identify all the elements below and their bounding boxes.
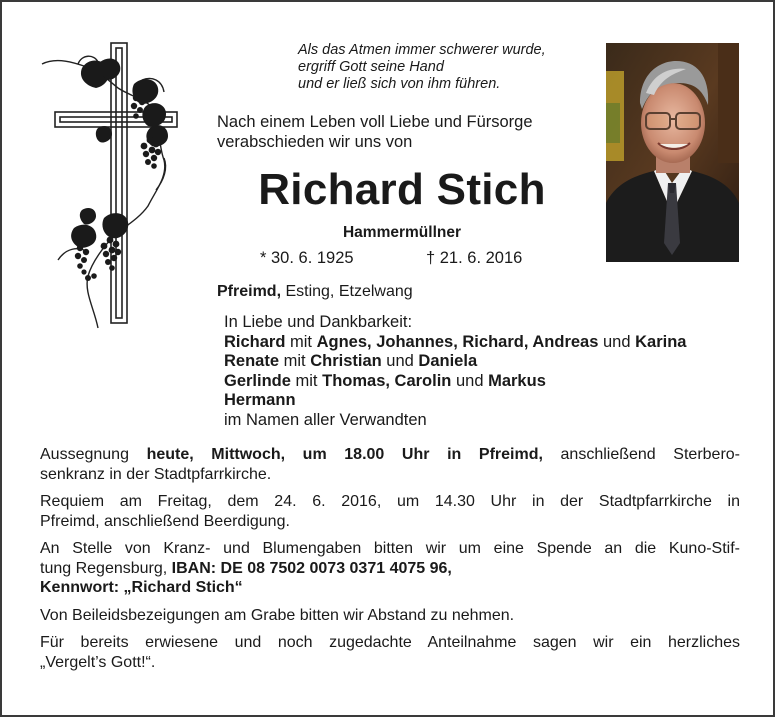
notice-thanks xyxy=(40,633,740,672)
connector: und xyxy=(381,352,419,370)
notice-line: Requiem am Freitag, dem 24. 6. 2016, um 14.30 Uhr in der Stadtpfarrkirche in xyxy=(40,493,740,510)
other-places: Esting, Etzelwang xyxy=(281,283,413,300)
mourner-name: Hermann xyxy=(224,391,296,409)
mourner-line xyxy=(224,391,744,411)
blessing-time: heute, Mittwoch, um 18.00 Uhr in Pfreimd, xyxy=(146,446,543,463)
notice-line: Von Beileidsbezeigungen am Grabe bitten wir Abstand zu nehmen. xyxy=(40,606,515,624)
deceased-name: Richard Stich xyxy=(258,165,546,214)
mourner-name: Agnes, Johannes, Richard, Andreas xyxy=(316,332,599,351)
connector: und xyxy=(598,332,636,351)
cross-with-grapevine-icon xyxy=(38,40,188,330)
funeral-notices xyxy=(40,445,740,680)
notice-line: Für bereits erwiesene und noch zugedachte Anteilnahme sagen wir ein herzliches xyxy=(40,634,740,651)
quote-line: ergriff Gott seine Hand xyxy=(298,59,444,75)
mourner-name: Richard xyxy=(224,332,286,351)
quote-verse xyxy=(298,42,598,93)
mourner-name: Markus xyxy=(488,371,546,390)
notice-donation xyxy=(40,539,740,598)
notice-line xyxy=(40,578,740,598)
places-line xyxy=(217,283,413,301)
mourner-name: Gerlinde xyxy=(224,371,291,390)
mourner-name: Renate xyxy=(224,352,280,370)
mourner-line xyxy=(224,333,744,353)
mourners-opening: In Liebe und Dankbarkeit: xyxy=(224,313,413,331)
mourners-closing: im Namen aller Verwandten xyxy=(224,410,427,429)
mourner-name: Thomas, Carolin xyxy=(322,371,452,390)
mourner-name: Christian xyxy=(310,352,382,370)
notice-line: Pfreimd, anschließend Beerdigung. xyxy=(40,512,290,530)
text: tung Regensburg, xyxy=(40,559,172,577)
mourner-line xyxy=(224,372,744,392)
connector: mit xyxy=(290,371,323,390)
quote-line: und er ließ sich von ihm führen. xyxy=(298,76,501,92)
iban: IBAN: DE 08 7502 0073 0371 4075 96, xyxy=(171,559,452,577)
portrait-photo xyxy=(606,43,739,262)
connector: und xyxy=(451,371,489,390)
mourners-list xyxy=(224,313,744,430)
notice-line xyxy=(40,445,740,465)
mourner-name: Daniela xyxy=(418,352,478,370)
deceased-occupation: Hammermüllner xyxy=(342,224,461,241)
intro-line: Nach einem Leben voll Liebe und Fürsorge xyxy=(217,113,533,131)
mourner-name: Karina xyxy=(635,332,687,351)
notice-blessing xyxy=(40,445,740,484)
notice-line: „Vergelt’s Gott!“. xyxy=(40,653,156,671)
connector: mit xyxy=(285,332,317,351)
portrait-image xyxy=(606,43,739,262)
notice-line: senkranz in der Stadtpfarrkirche. xyxy=(40,465,272,483)
notice-requiem xyxy=(40,492,740,531)
main-place: Pfreimd, xyxy=(217,283,282,300)
text: anschließend Sterbero- xyxy=(542,446,740,463)
intro-line: verabschieden wir uns von xyxy=(217,133,413,151)
quote-line: Als das Atmen immer schwerer wurde, xyxy=(298,42,546,58)
mourner-line xyxy=(224,352,744,372)
intro-text xyxy=(217,112,597,152)
notice-line xyxy=(40,559,740,579)
connector: mit xyxy=(279,352,311,370)
donation-keyword: Kennwort: „Richard Stich“ xyxy=(40,579,243,596)
notice-condolences xyxy=(40,606,740,626)
death-date: † 21. 6. 2016 xyxy=(426,249,523,267)
text: Aussegnung xyxy=(40,446,147,463)
birth-date: * 30. 6. 1925 xyxy=(260,249,354,267)
notice-line: An Stelle von Kranz- und Blumengaben bitten wir um eine Spende an die Kuno-Stif- xyxy=(40,540,740,557)
